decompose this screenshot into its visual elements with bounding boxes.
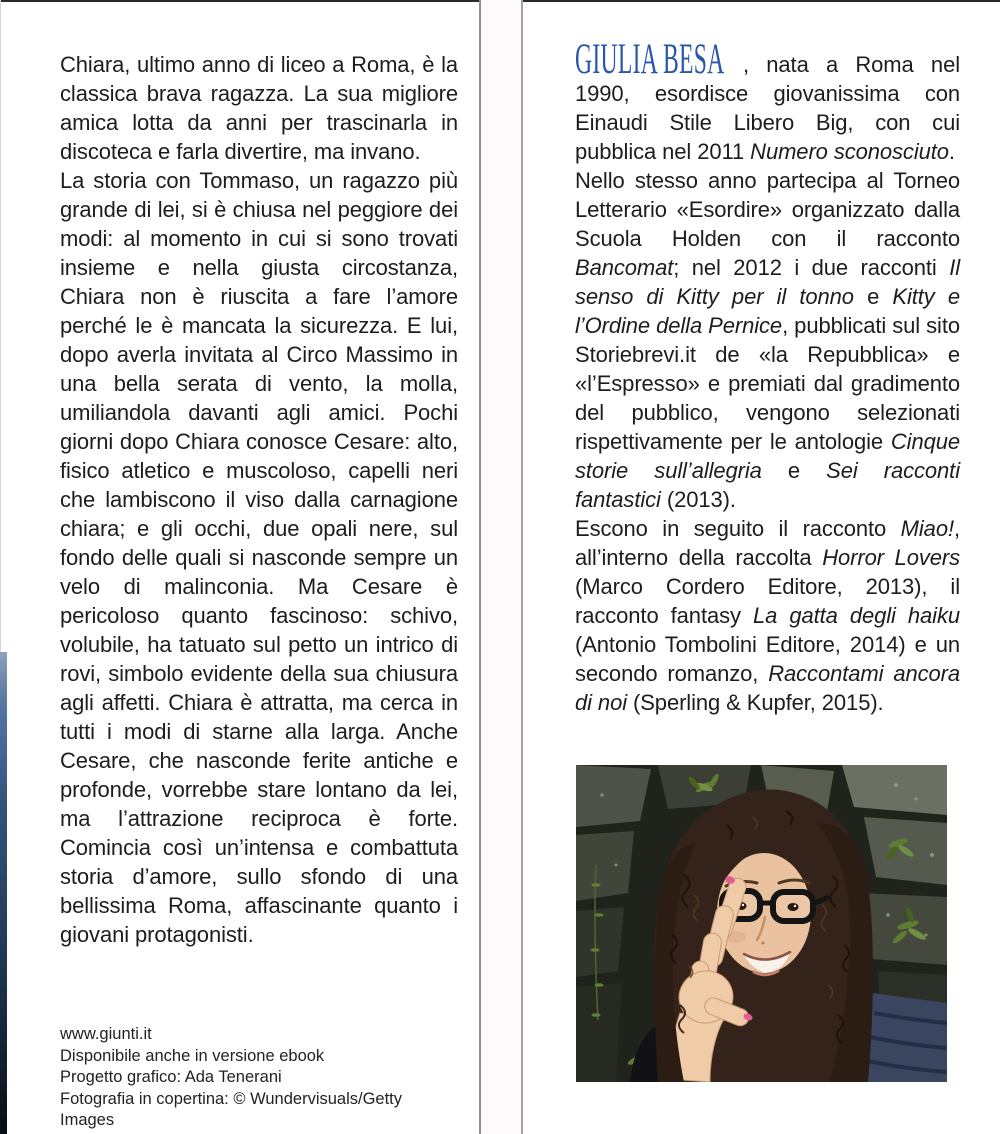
blurb-paragraph: Chiara, ultimo anno di liceo a Roma, è la classica brava ragazza. La sua migliore amica lotta da anni per trascinarla in discoteca e farla divertire, ma invano.: [60, 52, 458, 164]
website-url: www.giunti.it: [60, 1025, 152, 1043]
bio-paragraph: Nello stesso anno partecipa al Torneo Letterario «Esordire» organizzato dalla Scuola Holden con il racconto Bancomat; nel 2012 i due racconti Il senso di Kitty per il tonno e Kitty e l’Ordine della Pernice, pubblicati sul sito Storiebrevi.it de «la Repubblica» e «l’Espresso» e premiati dal gradimento del pubblico, vengono selezionati rispettivamente per le antologie Cinque storie sull’allegria e Sei racconti fantastici (2013).: [575, 168, 960, 512]
book-title: Il senso di Kitty per il tonno: [575, 255, 960, 309]
cover-edge-strip: [0, 652, 7, 1134]
author-name: GIULIA BESA: [575, 36, 725, 83]
imprint-line: Progetto grafico: Ada Tenerani: [60, 1068, 282, 1086]
book-title: Horror Lovers: [822, 545, 960, 570]
imprint-footer: [60, 1024, 460, 1132]
blurb-paragraph: La storia con Tommaso, un ragazzo più grande di lei, si è chiusa nel peggiore dei modi: al momento in cui si sono trovati insieme e nella giusta circostanza, Chiara non è riuscita a fare l’amore perché le è mancata la sicurezza. E lui, dopo averla invitata al Circo Massimo in una bella serata di vento, la molla, umiliandola davanti agli amici. Pochi giorni dopo Chiara conosce Cesare: alto, fisico atletico e muscoloso, capelli neri che lambiscono il viso dalla carnagione chiara; e gli occhi, due opali nere, sul fondo delle quali si nasconde sempre un velo di malinconia. Ma Cesare è pericoloso quanto fascinoso: schivo, volubile, ha tatuato sul petto un intrico di rovi, simbolo evidente della sua chiusura agli affetti. Chiara è attratta, ma cerca in tutti i modi di starne alla larga. Anche Cesare, che nasconde ferite antiche e profonde, vorrebbe stare lontano da lei, ma l’attrazione reciproca è forte. Comincia così un’intensa e combattuta storia d’amore, sullo sfondo di una bellissima Roma, affascinante quanto i giovani protagonisti.: [60, 168, 458, 947]
imprint-line: Fotografia in copertina: © Wundervisuals/Getty Images: [60, 1089, 403, 1129]
book-title: Cinque storie sull’allegria: [575, 429, 960, 483]
book-title: La gatta degli haiku: [752, 603, 960, 628]
bio-paragraph: Escono in seguito il racconto Miao!, all’interno della raccolta Horror Lovers (Marco Cordero Editore, 2013), il racconto fantasy La gatta degli haiku (Antonio Tombolini Editore, 2014) e un secondo romanzo, Raccontami ancora di noi (Sperling & Kupfer, 2015).: [575, 516, 960, 715]
book-title: Sei racconti fantastici: [575, 458, 960, 512]
book-title: Raccontami ancora di noi: [575, 661, 960, 715]
imprint-line: Disponibile anche in versione ebook: [60, 1046, 325, 1065]
book-title: Miao!: [900, 516, 954, 541]
bio-paragraph: GIULIA BESA , nata a Roma nel 1990, esordisce giovanissima con Einaudi Stile Libero Big, con cui pubblica nel 2011 Numero sconosciuto.: [575, 36, 960, 164]
author-photo: [576, 765, 947, 1082]
book-title: Bancomat: [575, 255, 674, 280]
spine-fold: [479, 0, 523, 1134]
synopsis-text: [60, 50, 458, 949]
author-bio: [575, 36, 960, 717]
author-portrait-illustration: [576, 765, 947, 1082]
book-title: Numero sconosciuto: [750, 139, 949, 164]
book-title: Kitty e l’Ordine della Pernice: [575, 284, 960, 338]
